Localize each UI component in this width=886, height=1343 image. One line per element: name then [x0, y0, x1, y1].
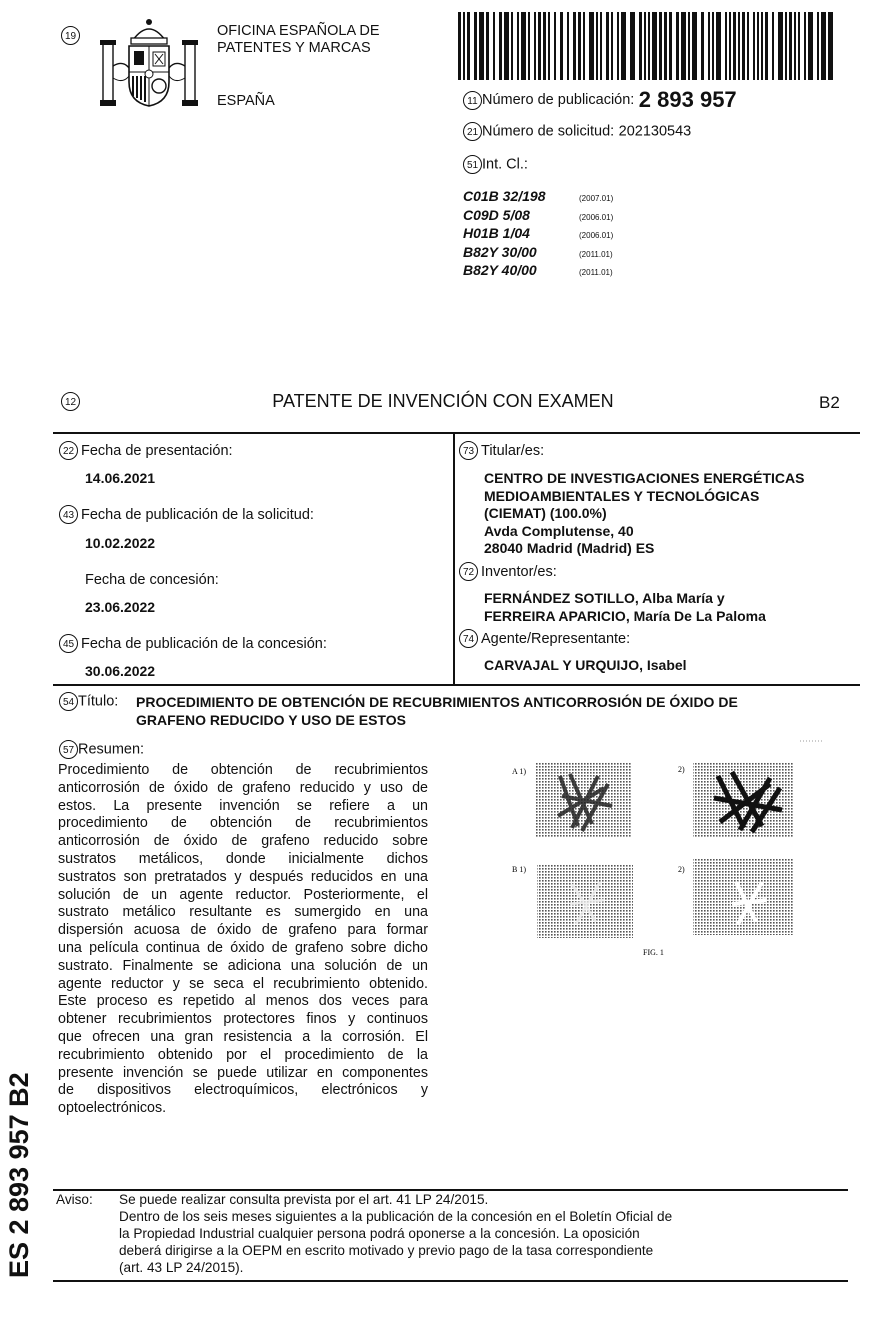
classification-code: H01B 1/04 [463, 225, 530, 241]
barcode-bar [548, 12, 550, 80]
grant-pub-date: 30.06.2022 [85, 663, 156, 679]
inventor-row [459, 562, 557, 581]
patent-title-line: GRAFENO REDUCIDO Y USO DE ESTOS [136, 711, 406, 728]
barcode-bar [474, 12, 477, 80]
barcode-bar [669, 12, 672, 80]
barcode-bar [742, 12, 745, 80]
notice-line: la Propiedad Industrial cualquier persona podrá oponerse a la concesión. La oposición [119, 1226, 640, 1241]
divider [53, 684, 860, 686]
country: ESPAÑA [217, 93, 275, 109]
title-row [59, 692, 118, 711]
barcode-bar [778, 12, 783, 80]
barcode-bar [538, 12, 541, 80]
barcode-bar [463, 12, 465, 80]
app-number-label: Número de solicitud: [482, 123, 615, 140]
barcode-bar [659, 12, 662, 80]
classification-date: (2011.01) [579, 249, 613, 259]
abstract-line: anticorrosión de óxido de grafeno reducido sobre [58, 833, 428, 850]
figure-label-a1: A 1) [512, 767, 526, 776]
application-number-row [463, 122, 691, 141]
office-name [217, 23, 380, 57]
pub-number: 2 893 957 [638, 87, 737, 112]
classification-item [463, 262, 613, 281]
barcode-bar [467, 12, 470, 80]
abstract-label: Resumen: [78, 741, 145, 758]
grant-pub-row [59, 634, 327, 653]
barcode-bar [611, 12, 613, 80]
doc-type-title: PATENTE DE INVENCIÓN CON EXAMEN [272, 391, 614, 411]
barcode-bar [772, 12, 774, 80]
barcode-bar [648, 12, 650, 80]
doc-type-inid-code: 12 [61, 392, 80, 411]
barcode-bar [729, 12, 731, 80]
abstract-line: agente reductor y se seca el recubrimiento obtenido. [58, 975, 428, 992]
barcode-bar [712, 12, 714, 80]
office-name-line1: OFICINA ESPAÑOLA DE [217, 23, 380, 39]
abstract-text [58, 762, 428, 1118]
classification-code: B82Y 30/00 [463, 243, 537, 260]
abstract-line: solución de un agente reductor. Posteriormente, el [58, 886, 428, 903]
classification-date: (2007.01) [579, 194, 614, 203]
office-name-line2: PATENTES Y MARCAS [217, 40, 371, 56]
abstract-inid-code: 57 [59, 740, 78, 759]
barcode-bar [486, 12, 489, 80]
int-cl-row [463, 155, 528, 174]
barcode-bar [573, 12, 576, 80]
holder-block [484, 470, 804, 558]
holder-inid-code: 73 [459, 441, 478, 460]
abstract-line: optoelectrónicos. [58, 1100, 167, 1117]
holder-line: Avda Complutense, 40 [484, 522, 634, 539]
notice-line: (art. 43 LP 24/2015). [119, 1260, 244, 1275]
divider [53, 1280, 848, 1282]
barcode-bar [511, 12, 513, 80]
barcode-bar [493, 12, 495, 80]
barcode-bar [504, 12, 509, 80]
barcode-bar [747, 12, 749, 80]
abstract-line: dispersión acuosa de óxido de grafeno para formar [58, 922, 428, 939]
barcode-bar [676, 12, 679, 80]
patent-title-line: PROCEDIMIENTO DE OBTENCIÓN DE RECUBRIMIENTOS ANTICORROSIÓN DE ÓXIDO DE [136, 694, 738, 710]
barcode-bar [560, 12, 563, 80]
abstract-line: sustratos son pretratados y después reducidos en una [58, 868, 428, 885]
barcode-bar [606, 12, 609, 80]
barcode-bar [821, 12, 826, 80]
title-inid-code: 54 [59, 692, 78, 711]
barcode-bar [808, 12, 813, 80]
app-pub-row [59, 505, 314, 524]
barcode-bar [785, 12, 787, 80]
barcode-bar [794, 12, 796, 80]
int-cl-inid-code: 51 [463, 155, 482, 174]
figure-label-b1: B 1) [512, 865, 526, 874]
classification-date: (2011.01) [579, 268, 613, 277]
barcode-bar [583, 12, 585, 80]
barcode-bar [757, 12, 759, 80]
filing-row [59, 441, 233, 460]
abstract-line: una película continua de óxido de grafeno sobre dicho [58, 939, 428, 956]
barcode-bar [828, 12, 833, 80]
barcode-icon [458, 12, 836, 80]
barcode-bar [798, 12, 800, 80]
holder-label: Titular/es: [481, 442, 545, 459]
classification-date: (2006.01) [579, 212, 614, 222]
barcode-bar [681, 12, 686, 80]
holder-line: CENTRO DE INVESTIGACIONES ENERGÉTICAS [484, 470, 805, 486]
barcode-bar [578, 12, 581, 80]
holder-line: MEDIOAMBIENTALES Y TECNOLÓGICAS [484, 487, 760, 504]
abstract-line: sustrato metálico resultante es sumergido en una [58, 904, 428, 921]
abstract-line: anticorrosión de óxido de grafeno reducido y uso de [58, 779, 428, 796]
abstract-line: recubrimiento obtenido por el procedimiento de la [58, 1046, 428, 1063]
barcode-bar [817, 12, 819, 80]
abstract-line: sustratos metálicos, donde inicialmente dichos [58, 850, 428, 867]
grant-pub-inid-code: 45 [59, 634, 78, 653]
agent-row [459, 629, 630, 648]
barcode-bar [716, 12, 721, 80]
barcode-bar [708, 12, 710, 80]
grant-pub-label: Fecha de publicación de la concesión: [81, 635, 327, 652]
barcode-bar [517, 12, 519, 80]
figure-label-b2: 2) [678, 865, 685, 874]
classification-item [463, 188, 613, 207]
abstract-line: presente invención se puede utilizar en componentes [58, 1064, 428, 1081]
app-pub-date: 10.02.2022 [85, 535, 156, 551]
barcode-bar [458, 12, 461, 80]
agent-name: CARVAJAL Y URQUIJO, Isabel [484, 657, 687, 673]
classification-list [463, 188, 613, 281]
barcode-bar [596, 12, 598, 80]
classification-item [463, 225, 613, 244]
barcode-bar [621, 12, 626, 80]
barcode-bar [789, 12, 792, 80]
abstract-line: Procedimiento de obtención de recubrimientos [58, 762, 428, 778]
inventor-inid-code: 72 [459, 562, 478, 581]
holder-line: 28040 Madrid (Madrid) ES [484, 540, 655, 557]
barcode-bar [753, 12, 755, 80]
classification-code: B82Y 40/00 [463, 262, 537, 278]
notice-line: deberá dirigirse a la OEPM en escrito motivado y previo pago de la tasa correspondiente [119, 1243, 654, 1258]
barcode-bar [701, 12, 704, 80]
agent-label: Agente/Representante: [481, 630, 631, 647]
barcode-bar [543, 12, 546, 80]
grant-date: 23.06.2022 [85, 599, 156, 615]
filing-date: 14.06.2021 [85, 470, 156, 486]
office-inid-code: 19 [61, 26, 80, 45]
barcode-bar [499, 12, 502, 80]
barcode-bar [589, 12, 594, 80]
inventor-label: Inventor/es: [481, 563, 557, 580]
figure-caption: FIG. 1 [643, 948, 664, 957]
notice-label: Aviso: [56, 1192, 93, 1207]
figure-label-a2: 2) [678, 765, 685, 774]
barcode-bar [738, 12, 740, 80]
app-number: 202130543 [618, 123, 692, 140]
pub-number-label: Número de publicación: [482, 92, 635, 108]
abstract-line: obtener recubrimientos protectores finos y continuos [58, 1011, 428, 1028]
doc-kind: B2 [819, 393, 840, 412]
abstract-line: procedimiento de obtención de recubrimientos [58, 815, 428, 832]
classification-item [463, 244, 613, 263]
barcode-bar [733, 12, 736, 80]
barcode-bar [804, 12, 806, 80]
grant-label: Fecha de concesión: [85, 572, 219, 588]
app-number-inid-code: 21 [463, 122, 482, 141]
agent-inid-code: 74 [459, 629, 478, 648]
barcode-bar [765, 12, 768, 80]
side-publication-label: ES 2 893 957 B2 [4, 1072, 34, 1278]
barcode-bar [521, 12, 526, 80]
abstract-line: estos. La presente invención se refiere a un [58, 797, 428, 814]
coat-of-arms-icon [97, 16, 201, 112]
barcode-bar [644, 12, 646, 80]
classification-code: C01B 32/198 [463, 188, 546, 204]
filing-label: Fecha de presentación: [81, 442, 233, 459]
abstract-line: Este proceso es repetido al menos dos veces para [58, 993, 428, 1010]
classification-date: (2006.01) [579, 231, 614, 240]
classification-code: C09D 5/08 [463, 206, 530, 223]
barcode-bar [639, 12, 642, 80]
barcode-bar [725, 12, 727, 80]
pub-number-inid-code: 11 [463, 91, 482, 110]
barcode-bar [554, 12, 556, 80]
notice-line: Dentro de los seis meses siguientes a la publicación de la concesión en el Boletín Oficial de [119, 1209, 673, 1224]
barcode-bar [630, 12, 635, 80]
inventor-block [484, 590, 766, 625]
column-divider [453, 433, 455, 684]
abstract-heading [59, 740, 144, 759]
abstract-line: de dispositivos electroquímicos, electrónicos y [58, 1082, 428, 1099]
divider [53, 432, 860, 434]
barcode-bar [528, 12, 530, 80]
filing-inid-code: 22 [59, 441, 78, 460]
barcode-bar [600, 12, 602, 80]
classification-item [463, 207, 613, 226]
abstract-line: que ofrecen una gran resistencia a la corrosión. El [58, 1028, 428, 1045]
app-pub-label: Fecha de publicación de la solicitud: [81, 506, 314, 523]
publication-number-row [463, 87, 737, 113]
barcode-bar [479, 12, 484, 80]
patent-title [136, 694, 738, 729]
barcode-bar [567, 12, 569, 80]
barcode-bar [617, 12, 619, 80]
holder-line: (CIEMAT) (100.0%) [484, 505, 607, 522]
title-label: Título: [78, 693, 119, 710]
barcode-bar [692, 12, 697, 80]
barcode-bar [761, 12, 763, 80]
barcode-bar [688, 12, 690, 80]
inventor-line: FERREIRA APARICIO, María De La Paloma [484, 607, 766, 624]
barcode-bar [652, 12, 657, 80]
notice-line: Se puede realizar consulta prevista por el art. 41 LP 24/2015. [119, 1192, 489, 1207]
abstract-line: sustrato. Finalmente se adiciona una solución de un [58, 957, 428, 974]
figure-image [500, 736, 830, 962]
inventor-line: FERNÁNDEZ SOTILLO, Alba María y [484, 590, 725, 606]
app-pub-inid-code: 43 [59, 505, 78, 524]
barcode-bar [534, 12, 536, 80]
int-cl-label: Int. Cl.: [482, 156, 528, 173]
barcode-bar [664, 12, 667, 80]
notice-text [119, 1191, 672, 1276]
holder-row [459, 441, 544, 460]
